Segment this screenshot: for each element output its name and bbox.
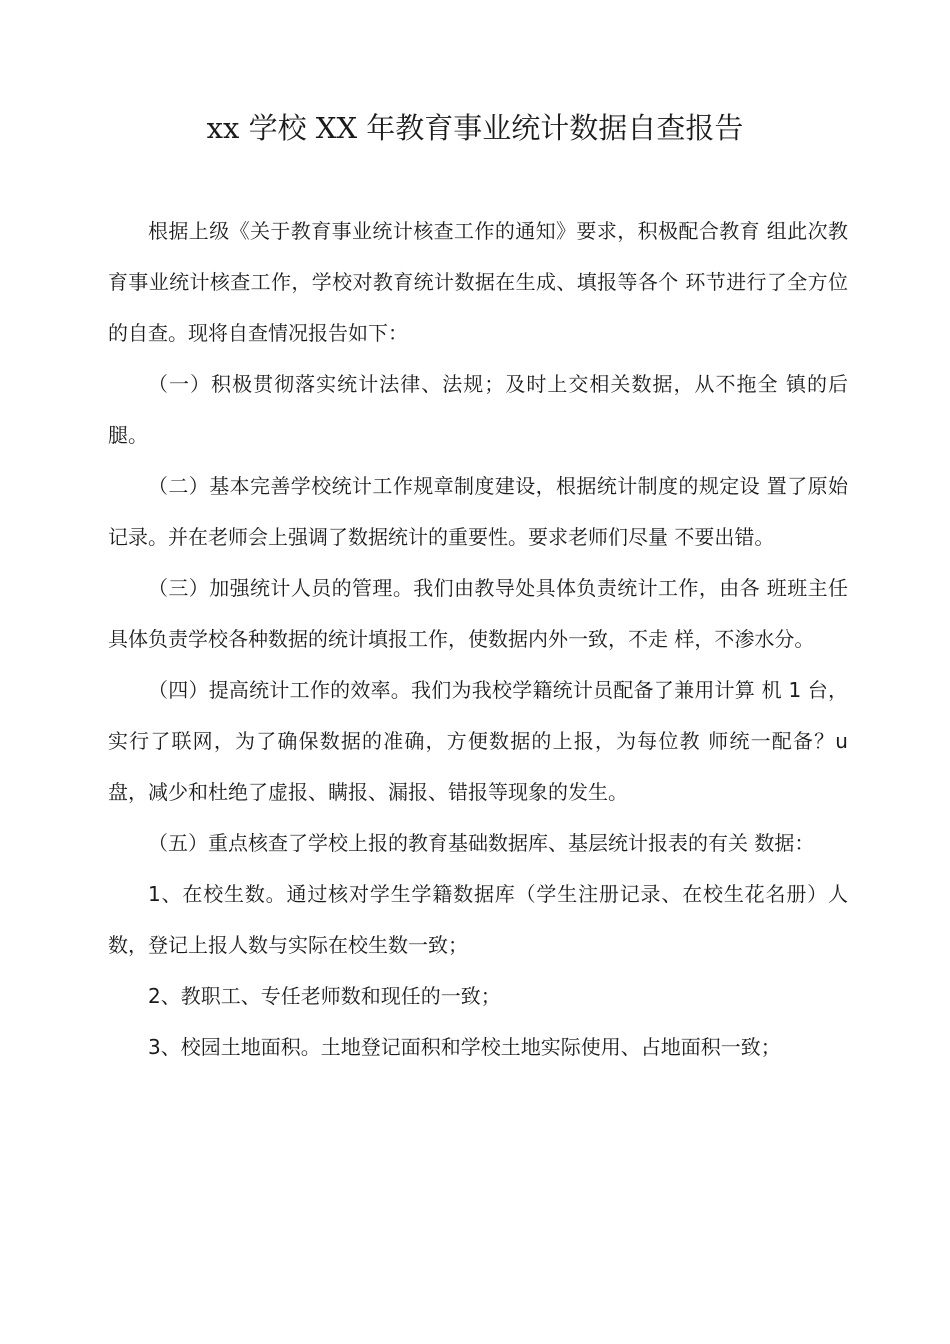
item-3-paragraph: 3、校园土地面积。土地登记面积和学校土地实际使用、占地面积一致；	[148, 1035, 781, 1059]
section-5-paragraph: （五）重点核查了学校上报的教育基础数据库、基层统计报表的有关 数据：	[148, 831, 815, 855]
section-1-paragraph: （一）积极贯彻落实统计法律、法规；及时上交相关数据，从不拖全 镇的后腿。	[108, 372, 848, 447]
intro-paragraph: 根据上级《关于教育事业统计核查工作的通知》要求，积极配合教育 组此次教育事业统计核查工作，学校对教育统计数据在生成、填报等各个 环节进行了全方位的自查。现将自查情况报告如下：	[108, 219, 848, 345]
item-2-paragraph: 2、教职工、专任老师数和现任的一致；	[148, 984, 501, 1008]
document-body	[108, 206, 848, 1073]
document-title: xx 学校 XX 年教育事业统计数据自查报告	[206, 111, 744, 145]
section-3-paragraph: （三）加强统计人员的管理。我们由教导处具体负责统计工作，由各 班班主任具体负责学校各种数据的统计填报工作，使数据内外一致，不走 样，不渗水分。	[108, 576, 848, 651]
section-4-paragraph: （四）提高统计工作的效率。我们为我校学籍统计员配备了兼用计算 机 1 台，实行了联网，为了确保数据的准确，方便数据的上报，为每位教 师统一配备？u 盘，减少和杜绝了虚报、瞒报、漏报、错报等现象的发生。	[108, 678, 848, 804]
item-1-paragraph: 1、在校生数。通过核对学生学籍数据库（学生注册记录、在校生花名册）人数，登记上报人数与实际在校生数一致；	[108, 882, 848, 957]
section-2-paragraph: （二）基本完善学校统计工作规章制度建设，根据统计制度的规定设 置了原始记录。并在老师会上强调了数据统计的重要性。要求老师们尽量 不要出错。	[108, 474, 848, 549]
